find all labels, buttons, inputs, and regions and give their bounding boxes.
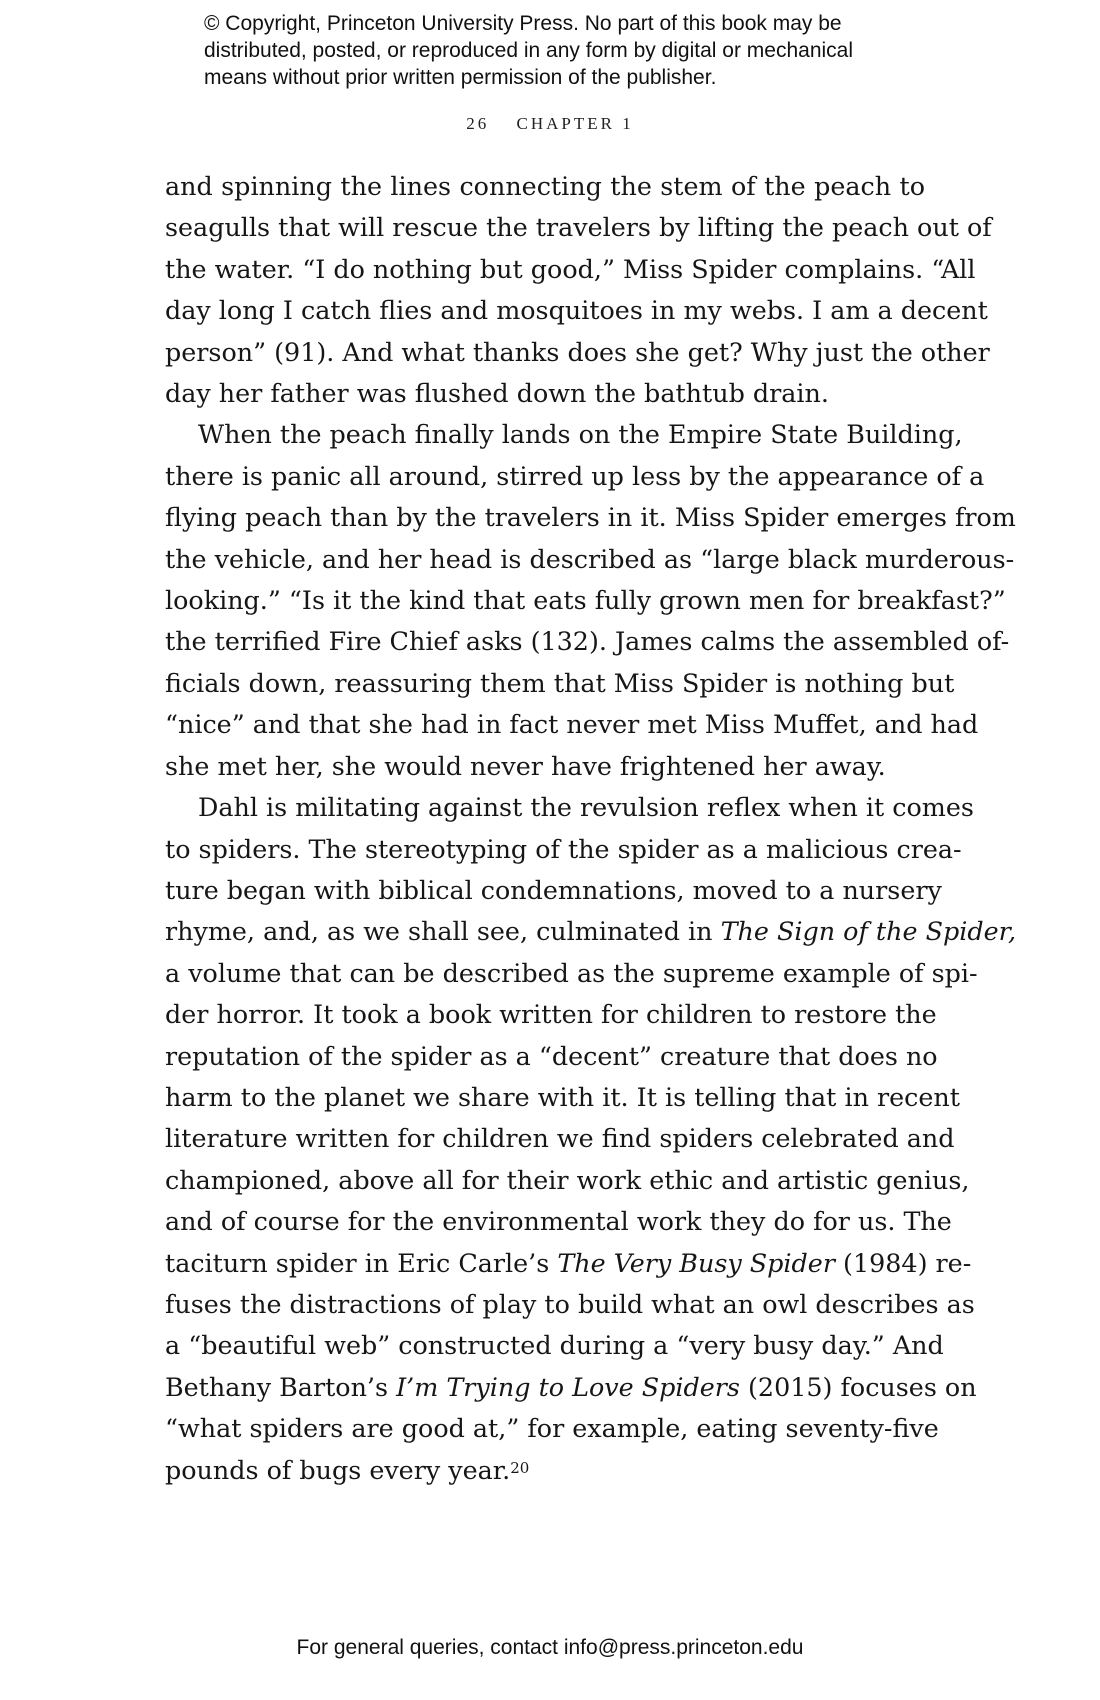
text-line: ture began with biblical condemnations, moved to a nursery <box>165 874 942 905</box>
footer-contact: For general queries, contact info@press.princeton.edu <box>296 1636 804 1659</box>
page-number: 26 <box>466 114 490 133</box>
running-head <box>0 114 1100 134</box>
text-line <box>165 1450 925 1491</box>
text-line: looking.” “Is it the kind that eats fully grown men for breakfast?” <box>165 585 1006 616</box>
text-line: literature written for children we find spiders celebrated and <box>165 1123 955 1154</box>
text-line: Dahl is militating against the revulsion reflex when it comes <box>198 792 974 823</box>
text-line: When the peach finally lands on the Empire State Building, <box>198 419 963 450</box>
text-line: and of course for the environmental work they do for us. The <box>165 1206 952 1237</box>
text-run: rhyme, and, as we shall see, culminated in <box>165 916 721 947</box>
text-line: der horror. It took a book written for children to restore the <box>165 999 937 1030</box>
text-line: “nice” and that she had in fact never met Miss Muffet, and had <box>165 709 979 740</box>
text-line: harm to the planet we share with it. It is telling that in recent <box>165 1081 960 1112</box>
footnote-reference[interactable]: 20 <box>510 1458 530 1477</box>
copyright-line: © Copyright, Princeton University Press. No part of this book may be <box>204 12 842 35</box>
text-line: a volume that can be described as the supreme example of spi- <box>165 957 978 988</box>
text-line: fuses the distractions of play to build what an owl describes as <box>165 1288 975 1319</box>
text-line <box>165 911 1017 952</box>
text-line: the vehicle, and her head is described as “large black murderous- <box>165 543 1015 574</box>
copyright-line: distributed, posted, or reproduced in any form by digital or mechanical <box>204 39 854 62</box>
text-line: flying peach than by the travelers in it. Miss Spider emerges from <box>165 502 1016 533</box>
text-line: day long I catch flies and mosquitoes in my webs. I am a decent <box>165 295 988 326</box>
text-line: championed, above all for their work ethic and artistic genius, <box>165 1164 970 1195</box>
book-title: The Sign of the Spider, <box>720 916 1017 947</box>
text-line: “what spiders are good at,” for example, eating seventy-five <box>165 1413 939 1444</box>
text-line: ficials down, reassuring them that Miss Spider is nothing but <box>165 667 955 698</box>
text-line: day her father was flushed down the bathtub drain. <box>165 378 829 409</box>
body-text <box>165 166 1017 1491</box>
chapter-label: CHAPTER 1 <box>516 114 634 133</box>
book-title: The Very Busy Spider <box>557 1247 835 1278</box>
text-run: (1984) re- <box>834 1247 972 1278</box>
text-run: (2015) focuses on <box>739 1371 977 1402</box>
text-run: taciturn spider in Eric Carle’s <box>165 1247 558 1278</box>
text-run: Bethany Barton’s <box>165 1371 397 1402</box>
text-line: reputation of the spider as a “decent” creature that does no <box>165 1040 938 1071</box>
text-line: and spinning the lines connecting the stem of the peach to <box>165 171 925 201</box>
text-line <box>165 1367 977 1408</box>
text-line: the water. “I do nothing but good,” Miss Spider complains. “All <box>165 253 976 284</box>
text-line: the terrified Fire Chief asks (132). James calms the assembled of- <box>165 626 1010 657</box>
text-run: pounds of bugs every year. <box>165 1454 511 1485</box>
book-title: I’m Trying to Love Spiders <box>396 1371 740 1402</box>
text-line: person” (91). And what thanks does she get? Why just the other <box>165 336 990 367</box>
copyright-line: means without prior written permission of the publisher. <box>204 66 717 89</box>
text-line: she met her, she would never have frightened her away. <box>165 750 886 781</box>
text-line: a “beautiful web” constructed during a “very busy day.” And <box>165 1330 944 1361</box>
text-line: there is panic all around, stirred up less by the appearance of a <box>165 460 985 491</box>
text-line: seagulls that will rescue the travelers by lifting the peach out of <box>165 212 992 243</box>
copyright-notice <box>204 10 964 91</box>
text-line: to spiders. The stereotyping of the spider as a malicious crea- <box>165 833 962 864</box>
text-line <box>165 1243 972 1284</box>
